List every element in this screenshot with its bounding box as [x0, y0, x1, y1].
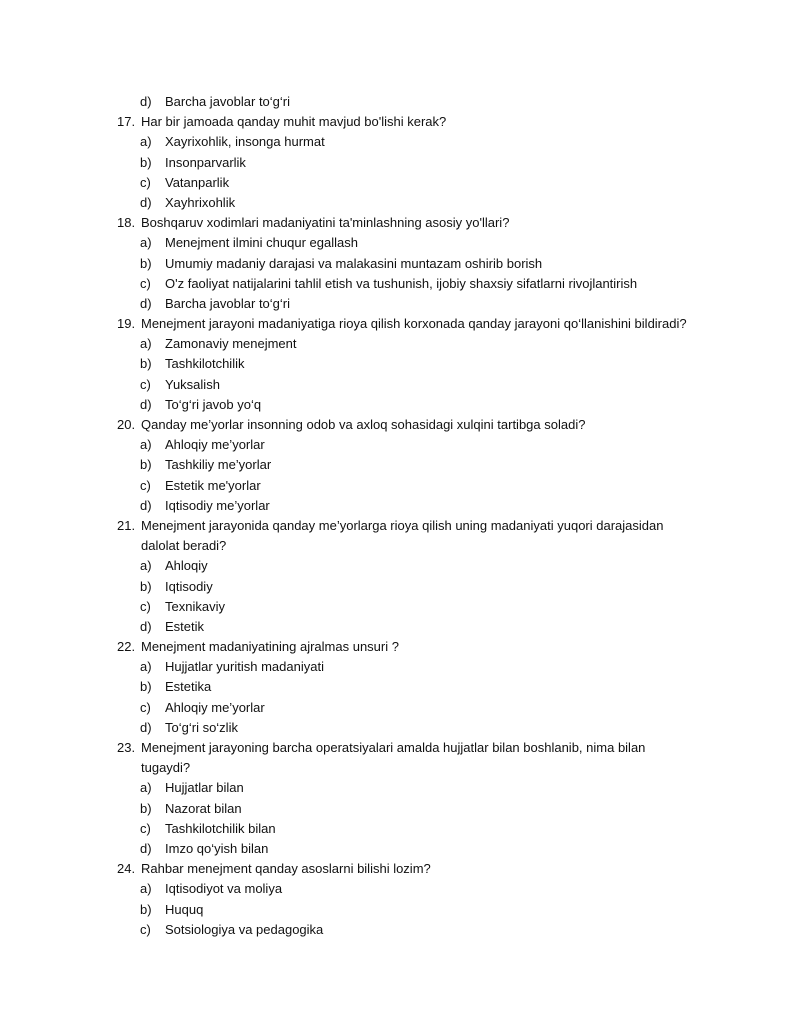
option-text: Ahloqiy me’yorlar	[165, 437, 265, 453]
option-letter: d)	[140, 719, 152, 735]
option-letter: b)	[140, 457, 152, 473]
option-text: Iqtisodiyot va moliya	[165, 881, 283, 897]
option-line	[0, 274, 800, 294]
question-text: Menejment jarayoni madaniyatiga rioya qilish korxonada qanday jarayoni qo‘llanishini bildiradi?	[141, 316, 687, 332]
option-letter: d)	[140, 840, 152, 856]
option-letter: c)	[140, 174, 151, 190]
option-text: To‘g‘ri so‘zlik	[165, 719, 238, 735]
option-text: Imzo qo‘yish bilan	[165, 840, 269, 856]
option-letter: c)	[140, 376, 151, 392]
option-line	[0, 900, 800, 920]
option-letter: c)	[140, 598, 151, 614]
option-text: Ahloqiy me’yorlar	[165, 699, 265, 715]
option-letter: d)	[140, 396, 152, 412]
option-line	[0, 334, 800, 354]
option-text: Umumiy madaniy darajasi va malakasini muntazam oshirib borish	[165, 255, 543, 271]
option-line	[0, 839, 800, 859]
option-text: Sotsiologiya va pedagogika	[165, 921, 324, 937]
document-page	[0, 92, 800, 940]
question-text-continued: tugaydi?	[141, 760, 191, 776]
option-line	[0, 455, 800, 475]
option-line	[0, 254, 800, 274]
option-line	[0, 375, 800, 395]
option-text: Yuksalish	[165, 376, 220, 392]
option-letter: d)	[140, 295, 152, 311]
option-text: Menejment ilmini chuqur egallash	[165, 235, 358, 251]
option-line	[0, 617, 800, 637]
question-list	[0, 112, 800, 940]
question-line	[0, 415, 800, 435]
option-text: Barcha javoblar to‘g‘ri	[165, 295, 291, 311]
option-line	[0, 778, 800, 798]
option-letter: a)	[140, 881, 152, 897]
question-number: 17.	[117, 114, 136, 130]
question-text-continued: dalolat beradi?	[141, 538, 227, 554]
option-text: Insonparvarlik	[165, 154, 246, 170]
option-text: Iqtisodiy me’yorlar	[165, 497, 270, 513]
question-line	[0, 516, 800, 536]
option-line	[0, 395, 800, 415]
question-number: 20.	[117, 417, 136, 432]
option-line	[0, 233, 800, 253]
question-text: Rahbar menejment qanday asoslarni bilishi lozim?	[141, 861, 431, 877]
option-text: Hujjatlar yuritish madaniyati	[165, 659, 324, 675]
option-letter: a)	[140, 336, 152, 352]
option-text: Hujjatlar bilan	[165, 780, 244, 796]
question-number: 19.	[117, 316, 136, 332]
option-letter: c)	[140, 477, 151, 493]
option-letter: a)	[140, 558, 152, 574]
option-letter: b)	[140, 800, 152, 816]
question-line	[0, 758, 800, 778]
question-text: Qanday me’yorlar insonning odob va axloq sohasidagi xulqini tartibga soladi?	[141, 417, 586, 432]
option-line	[0, 193, 800, 213]
option-letter: a)	[140, 235, 152, 251]
option-line	[0, 657, 800, 677]
option-line	[0, 476, 800, 496]
question-line	[0, 213, 800, 233]
option-line	[0, 799, 800, 819]
question-line	[0, 112, 800, 132]
option-line	[0, 173, 800, 193]
option-line	[0, 132, 800, 152]
option-text: Estetik me'yorlar	[165, 477, 261, 493]
option-text: Tashkilotchilik bilan	[165, 820, 276, 836]
option-letter: b)	[140, 578, 152, 594]
option-letter: c)	[140, 699, 151, 715]
option-letter: a)	[140, 659, 152, 675]
option-letter: a)	[140, 780, 152, 796]
option-letter: b)	[140, 356, 152, 372]
question-text: Menejment jarayonida qanday me’yorlarga rioya qilish uning madaniyati yuqori darajasidan	[141, 517, 664, 533]
option-text: Vatanparlik	[165, 174, 230, 190]
option-line	[0, 718, 800, 738]
option-line	[0, 879, 800, 899]
option-line	[0, 435, 800, 455]
question-text: Menejment madaniyatining ajralmas unsuri ?	[141, 639, 399, 655]
question-line	[0, 637, 800, 657]
option-letter: c)	[140, 275, 151, 291]
option-text: Tashkilotchilik	[165, 356, 245, 372]
option-letter: a)	[140, 134, 152, 150]
option-text: Estetik	[165, 618, 205, 634]
option-line	[0, 597, 800, 617]
option-letter: c)	[140, 820, 151, 836]
option-line	[0, 677, 800, 697]
option-line	[0, 294, 800, 314]
option-line	[0, 153, 800, 173]
option-text: Nazorat bilan	[165, 800, 242, 816]
question-number: 23.	[117, 740, 136, 755]
question-number: 21.	[117, 517, 136, 533]
option-text: Xayhrixohlik	[165, 194, 236, 210]
option-line	[0, 556, 800, 576]
question-line	[0, 314, 800, 334]
option-line	[0, 920, 800, 940]
option-line	[0, 496, 800, 516]
question-text: Menejment jarayoning barcha operatsiyalari amalda hujjatlar bilan boshlanib, nima bilan	[141, 740, 646, 755]
option-text: Xayrixohlik, insonga hurmat	[165, 134, 325, 150]
option-letter: d)	[140, 94, 152, 109]
option-text: Estetika	[165, 679, 212, 695]
option-text: Iqtisodiy	[165, 578, 213, 594]
question-line	[0, 536, 800, 556]
option-letter: b)	[140, 679, 152, 695]
question-number: 22.	[117, 639, 136, 655]
option-text: Huquq	[165, 901, 204, 917]
question-number: 18.	[117, 215, 136, 231]
option-line	[0, 819, 800, 839]
option-letter: a)	[140, 437, 152, 453]
option-text: To‘g‘ri javob yo‘q	[165, 396, 262, 412]
option-line	[0, 92, 800, 112]
option-letter: c)	[140, 921, 151, 937]
option-letter: d)	[140, 618, 152, 634]
question-line	[0, 859, 800, 879]
option-text: Zamonaviy menejment	[165, 336, 297, 352]
option-text: Barcha javoblar to‘g‘ri	[165, 94, 291, 109]
question-text: Har bir jamoada qanday muhit mavjud bo'lishi kerak?	[141, 114, 447, 130]
question-number: 24.	[117, 861, 136, 877]
option-text: O'z faoliyat natijalarini tahlil etish va tushunish, ijobiy shaxsiy sifatlarni rivojlantirish	[165, 275, 638, 291]
question-line	[0, 738, 800, 758]
option-line	[0, 698, 800, 718]
option-letter: b)	[140, 255, 152, 271]
option-letter: d)	[140, 194, 152, 210]
option-line	[0, 577, 800, 597]
question-text: Boshqaruv xodimlari madaniyatini ta'minlashning asosiy yo'llari?	[141, 215, 510, 231]
option-text: Texnikaviy	[165, 598, 225, 614]
option-letter: b)	[140, 901, 152, 917]
option-text: Ahloqiy	[165, 558, 208, 574]
option-text: Tashkiliy me’yorlar	[165, 457, 272, 473]
option-letter: d)	[140, 497, 152, 513]
option-line	[0, 354, 800, 374]
option-letter: b)	[140, 154, 152, 170]
